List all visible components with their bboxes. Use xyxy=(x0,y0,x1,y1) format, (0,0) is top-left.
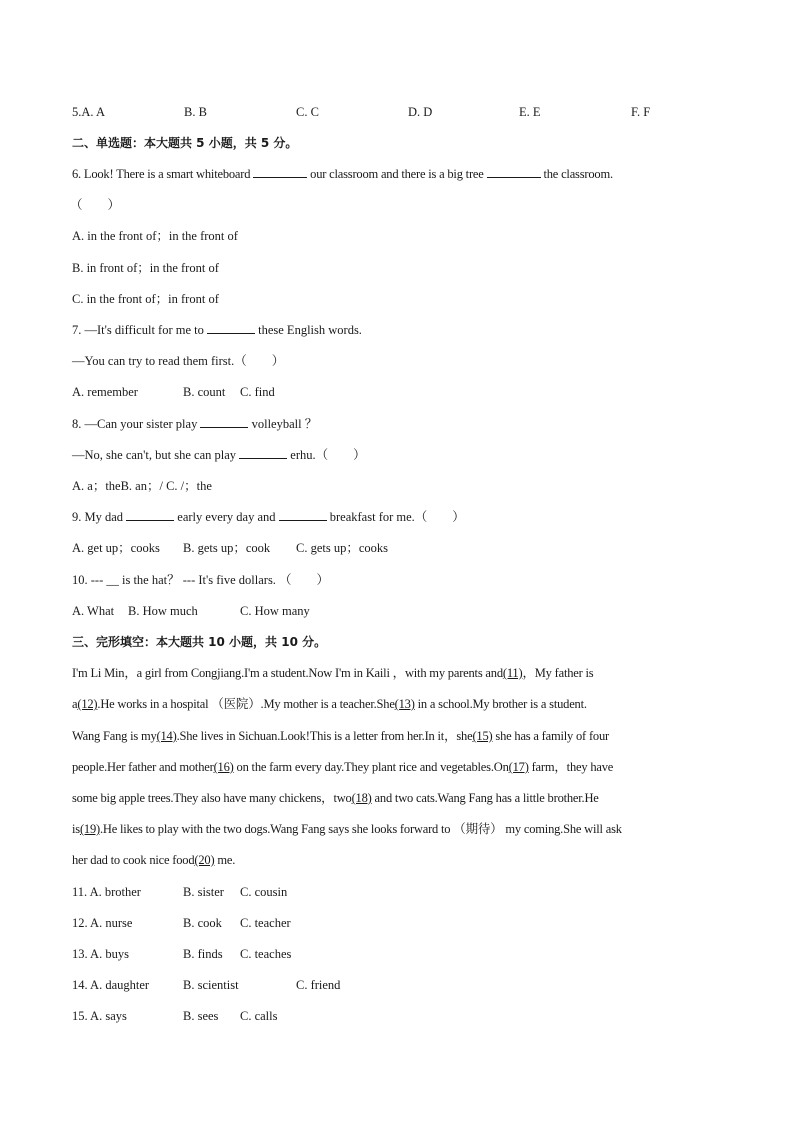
q5-option-b: B. B xyxy=(184,105,207,119)
q5-option-e: E. E xyxy=(519,105,541,119)
q6-text-c: the classroom. xyxy=(543,167,613,181)
q10-options xyxy=(72,603,332,619)
q9-text-b: early every day and xyxy=(177,510,276,524)
q11-option-a: 11. A. brother xyxy=(72,885,141,899)
passage-text: her dad to cook nice food xyxy=(72,853,195,867)
q8-options: A. a；theB. an；/ C. /；the xyxy=(72,479,212,493)
q5-option-f: F. F xyxy=(631,105,651,119)
q12-option-c: C. teacher xyxy=(240,916,291,930)
question-6 xyxy=(72,166,613,182)
q8-blank-1 xyxy=(200,416,248,428)
blank-15: (15) xyxy=(472,729,493,743)
passage-text: on the farm every day.They plant rice and vegetables.On xyxy=(233,760,509,774)
q13-option-b: B. finds xyxy=(183,947,223,961)
question-8-line-2 xyxy=(72,447,366,463)
q7-options xyxy=(72,384,332,400)
passage-text: ，My father is xyxy=(522,666,594,680)
passage-text: .He works in a hospital （医院）.My mother is a teacher.She xyxy=(97,697,395,711)
q12-options xyxy=(72,915,372,931)
q8-text-a: 8. —Can your sister play xyxy=(72,417,198,431)
blank-12: (12) xyxy=(77,697,98,711)
q9-options xyxy=(72,540,412,556)
q14-option-c: C. friend xyxy=(296,978,341,992)
q6-option-c: C. in the front of；in front of xyxy=(72,292,219,306)
q6-blank-2 xyxy=(487,166,541,178)
q14-option-b: B. scientist xyxy=(183,978,239,992)
q8-blank-2 xyxy=(239,447,287,459)
question-7-line-2: —You can try to read them first.（ ） xyxy=(72,354,285,368)
q9-text-c: breakfast for me.（ ） xyxy=(329,510,465,524)
q6-answer-paren: （ ） xyxy=(70,198,121,212)
blank-19: (19) xyxy=(79,822,100,836)
q11-option-b: B. sister xyxy=(183,885,224,899)
q7-option-b: B. count xyxy=(183,385,226,399)
q7-text-b: these English words. xyxy=(258,323,362,337)
blank-17: (17) xyxy=(508,760,529,774)
section-3-heading: 三、完形填空：本大题共 10 小题，共 10 分。 xyxy=(72,635,327,649)
q9-option-a: A. get up；cooks xyxy=(72,541,160,555)
q9-option-c: C. gets up；cooks xyxy=(296,541,389,555)
passage-line-5 xyxy=(72,790,599,806)
blank-11: (11) xyxy=(502,666,523,680)
passage-line-1 xyxy=(72,665,593,681)
passage-text: I'm Li Min，a girl from Congjiang.I'm a student.Now I'm in Kaili ，with my parents and xyxy=(72,666,503,680)
q15-options xyxy=(72,1008,372,1024)
q7-option-c: C. find xyxy=(240,385,275,399)
passage-text: .He likes to play with the two dogs.Wang Fang says she looks forward to （期待） my coming.She will ask xyxy=(99,822,622,836)
passage-text: a xyxy=(72,697,78,711)
passage-text: .She lives in Sichuan.Look!This is a letter from her.In it，she xyxy=(176,729,473,743)
passage-text: farm，they have xyxy=(528,760,614,774)
q10-option-b: B. How much xyxy=(128,604,198,618)
q13-option-a: 13. A. buys xyxy=(72,947,129,961)
q9-blank-2 xyxy=(279,509,327,521)
q6-text-a: 6. Look! There is a smart whiteboard xyxy=(72,167,251,181)
q14-option-a: 14. A. daughter xyxy=(72,978,150,992)
q5-number: 5. xyxy=(72,105,82,119)
passage-line-4 xyxy=(72,759,613,775)
question-8-line-1 xyxy=(72,416,317,432)
passage-text: Wang Fang is my xyxy=(72,729,157,743)
q12-option-a: 12. A. nurse xyxy=(72,916,133,930)
passage-text: she has a family of four xyxy=(492,729,609,743)
q7-blank xyxy=(207,322,255,334)
question-9 xyxy=(72,509,465,525)
passage-text: is xyxy=(72,822,80,836)
passage-text: me. xyxy=(214,853,236,867)
q11-option-c: C. cousin xyxy=(240,885,288,899)
question-5-options xyxy=(72,104,732,120)
passage-text: in a school.My brother is a student. xyxy=(414,697,587,711)
q10-option-c: C. How many xyxy=(240,604,310,618)
question-7-line-1 xyxy=(72,322,362,338)
q13-options xyxy=(72,946,372,962)
passage-line-7 xyxy=(72,852,235,868)
q6-option-b: B. in front of；in the front of xyxy=(72,261,219,275)
q15-option-a: 15. A. says xyxy=(72,1009,127,1023)
q9-blank-1 xyxy=(126,509,174,521)
q8-text-d: erhu.（ ） xyxy=(290,448,366,462)
q5-option-a-text: A. A xyxy=(81,105,105,119)
q8-text-c: —No, she can't, but she can play xyxy=(72,448,237,462)
q7-text-a: 7. —It's difficult for me to xyxy=(72,323,204,337)
q5-option-c: C. C xyxy=(296,105,319,119)
q8-text-b: volleyball ？ xyxy=(251,417,318,431)
q9-text-a: 9. My dad xyxy=(72,510,124,524)
q6-blank-1 xyxy=(253,166,307,178)
q5-option-d: D. D xyxy=(408,105,433,119)
q15-option-c: C. calls xyxy=(240,1009,278,1023)
passage-line-6 xyxy=(72,821,622,837)
section-2-heading: 二、单选题：本大题共 5 小题，共 5 分。 xyxy=(72,136,298,150)
passage-line-2 xyxy=(72,696,587,712)
passage-text: and two cats.Wang Fang has a little brother.He xyxy=(371,791,599,805)
blank-20: (20) xyxy=(194,853,215,867)
q6-option-a: A. in the front of；in the front of xyxy=(72,229,238,243)
q7-option-a: A. remember xyxy=(72,385,138,399)
question-10: 10. --- __ is the hat？ --- It's five dollars. （ ） xyxy=(72,573,330,587)
q11-options xyxy=(72,884,372,900)
blank-14: (14) xyxy=(156,729,177,743)
passage-line-3 xyxy=(72,728,609,744)
q13-option-c: C. teaches xyxy=(240,947,292,961)
blank-18: (18) xyxy=(351,791,372,805)
q15-option-b: B. sees xyxy=(183,1009,219,1023)
q10-option-a: A. What xyxy=(72,604,115,618)
passage-text: people.Her father and mother xyxy=(72,760,214,774)
q14-options xyxy=(72,977,372,993)
q9-option-b: B. gets up；cook xyxy=(183,541,271,555)
blank-16: (16) xyxy=(213,760,234,774)
q6-text-b: our classroom and there is a big tree xyxy=(310,167,484,181)
q5-option-a xyxy=(72,104,105,120)
blank-13: (13) xyxy=(394,697,415,711)
passage-text: some big apple trees.They also have many chickens，two xyxy=(72,791,352,805)
q12-option-b: B. cook xyxy=(183,916,222,930)
